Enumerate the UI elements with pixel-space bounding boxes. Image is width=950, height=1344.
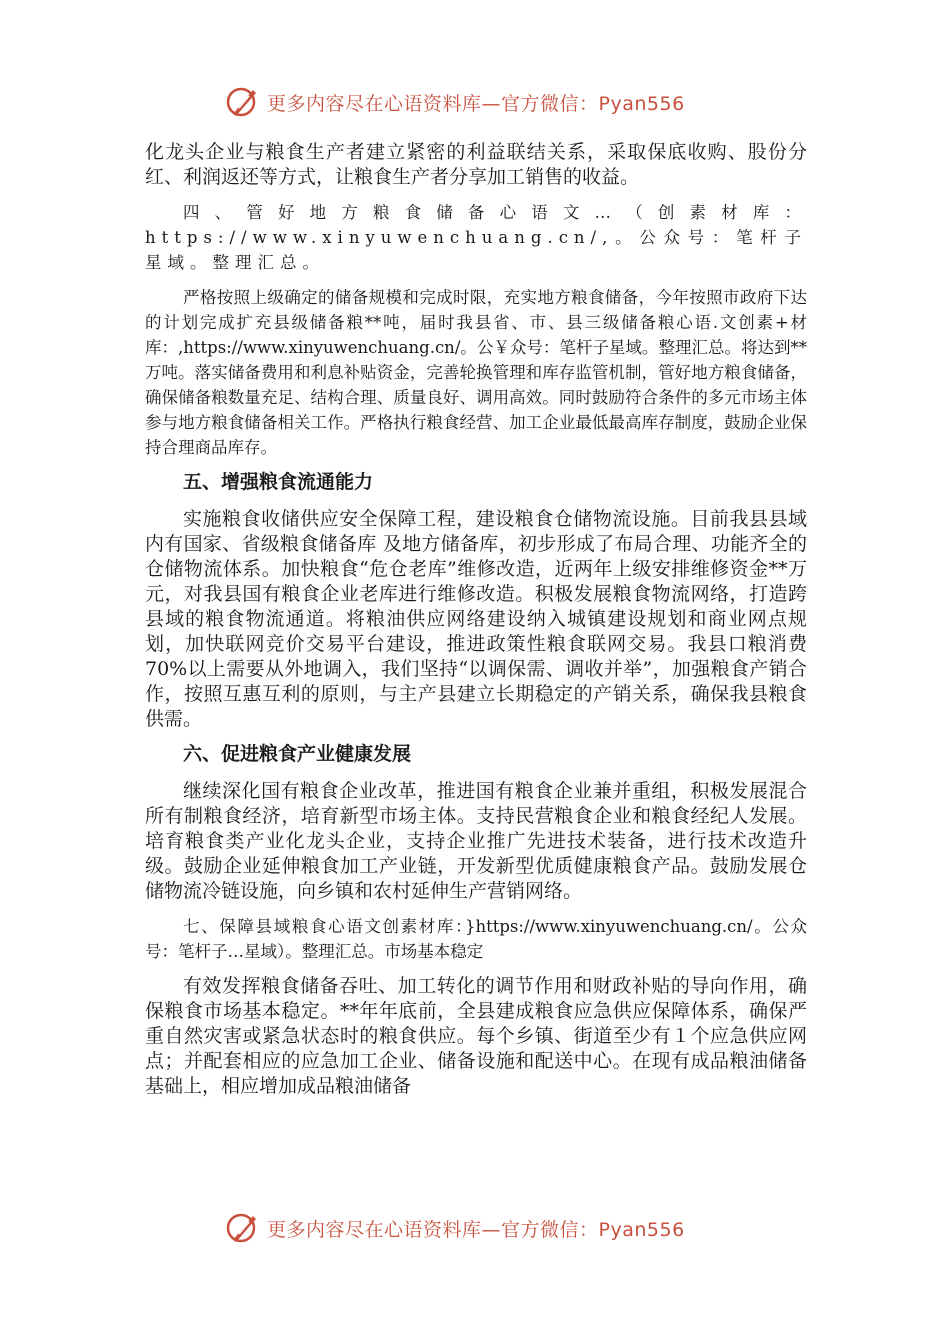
paragraph-section-5: 实施粮食收储供应安全保障工程，建设粮食仓储物流设施。目前我县县域内有国家、省级粮食储备库 及地方储备库，初步形成了布局合理、功能齐全的仓储物流体系。加快粮食“危仓老库”维修改造，近两年上级安排维修资金**万元，对我县国有粮食企业老库进行维修改造。积极发展粮食物流网络，打造跨县域的粮食物流通道。将粮油供应网络建设纳入城镇建设规划和商业网点规划，加快联网竞价交易平台建设，推进政策性粮食联网交易。我县口粮消费70%以上需要从外地调入，我们坚持“以调保需、调收并举”，加强粮食产销合作，按照互惠互利的原则，与主产县建立长期稳定的产销关系，确保我县粮食供需。 (145, 508, 807, 730)
header-watermark (225, 82, 725, 122)
pen-logo-icon (225, 84, 261, 120)
section-heading-6: 六、促进粮食产业健康发展 (183, 743, 412, 765)
section-heading-5: 五、增强粮食流通能力 (183, 471, 374, 493)
paragraph-continuation: 化龙头企业与粮食生产者建立紧密的利益联结关系，采取保底收购、股份分红、利润返还等方式，让粮食生产者分享加工销售的收益。 (145, 141, 807, 188)
section-heading-4: 四、管好地方粮食储备心语文…（创素材库：https://www.xinyuwenchuang.cn/,。公众号：笔杆子星域。整理汇总。 (145, 203, 807, 272)
paragraph-section-7: 有效发挥粮食储备吞吐、加工转化的调节作用和财政补贴的导向作用，确保粮食市场基本稳定。**年年底前，全县建成粮食应急供应保障体系，确保严重自然灾害或紧急状态时的粮食供应。每个乡镇、街道至少有１个应急供应网点；并配套相应的应急加工企业、储备设施和配送中心。在现有成品粮油储备基础上，相应增加成品粮油储备 (145, 975, 807, 1097)
paragraph-section-4: 严格按照上级确定的储备规模和完成时限，充实地方粮食储备，今年按照市政府下达的计划完成扩充县级储备粮**吨，届时我县省、市、县三级储备粮心语.文创素+材库：,https://www.xinyuwenchuang.cn/。公￥众号：笔杆子星域。整理汇总。将达到**万吨。落实储备费用和利息补贴资金，完善轮换管理和库存监管机制，管好地方粮食储备，确保储备粮数量充足、结构合理、质量良好、调用高效。同时鼓励符合条件的多元市场主体参与地方粮食储备相关工作。严格执行粮食经营、加工企业最低最高库存制度，鼓励企业保持合理商品库存。 (145, 288, 807, 457)
document-body (145, 140, 807, 1109)
footer-watermark (225, 1208, 725, 1248)
section-heading-7: 七、保障县域粮食心语文创素材库：}https://www.xinyuwenchuang.cn/。公众号：笔杆子…星域）。整理汇总。市场基本稳定 (145, 917, 807, 961)
watermark-text: 更多内容尽在心语资料库—官方微信：Pyan556 (267, 1218, 685, 1241)
watermark-text: 更多内容尽在心语资料库—官方微信：Pyan556 (267, 92, 685, 115)
pen-logo-icon (225, 1210, 261, 1246)
paragraph-section-6: 继续深化国有粮食企业改革，推进国有粮食企业兼并重组，积极发展混合所有制粮食经济，培育新型市场主体。支持民营粮食企业和粮食经纪人发展。培育粮食类产业化龙头企业，支持企业推广先进技术装备，进行技术改造升级。鼓励企业延伸粮食加工产业链，开发新型优质健康粮食产品。鼓励发展仓储物流冷链设施，向乡镇和农村延伸生产营销网络。 (145, 780, 807, 902)
